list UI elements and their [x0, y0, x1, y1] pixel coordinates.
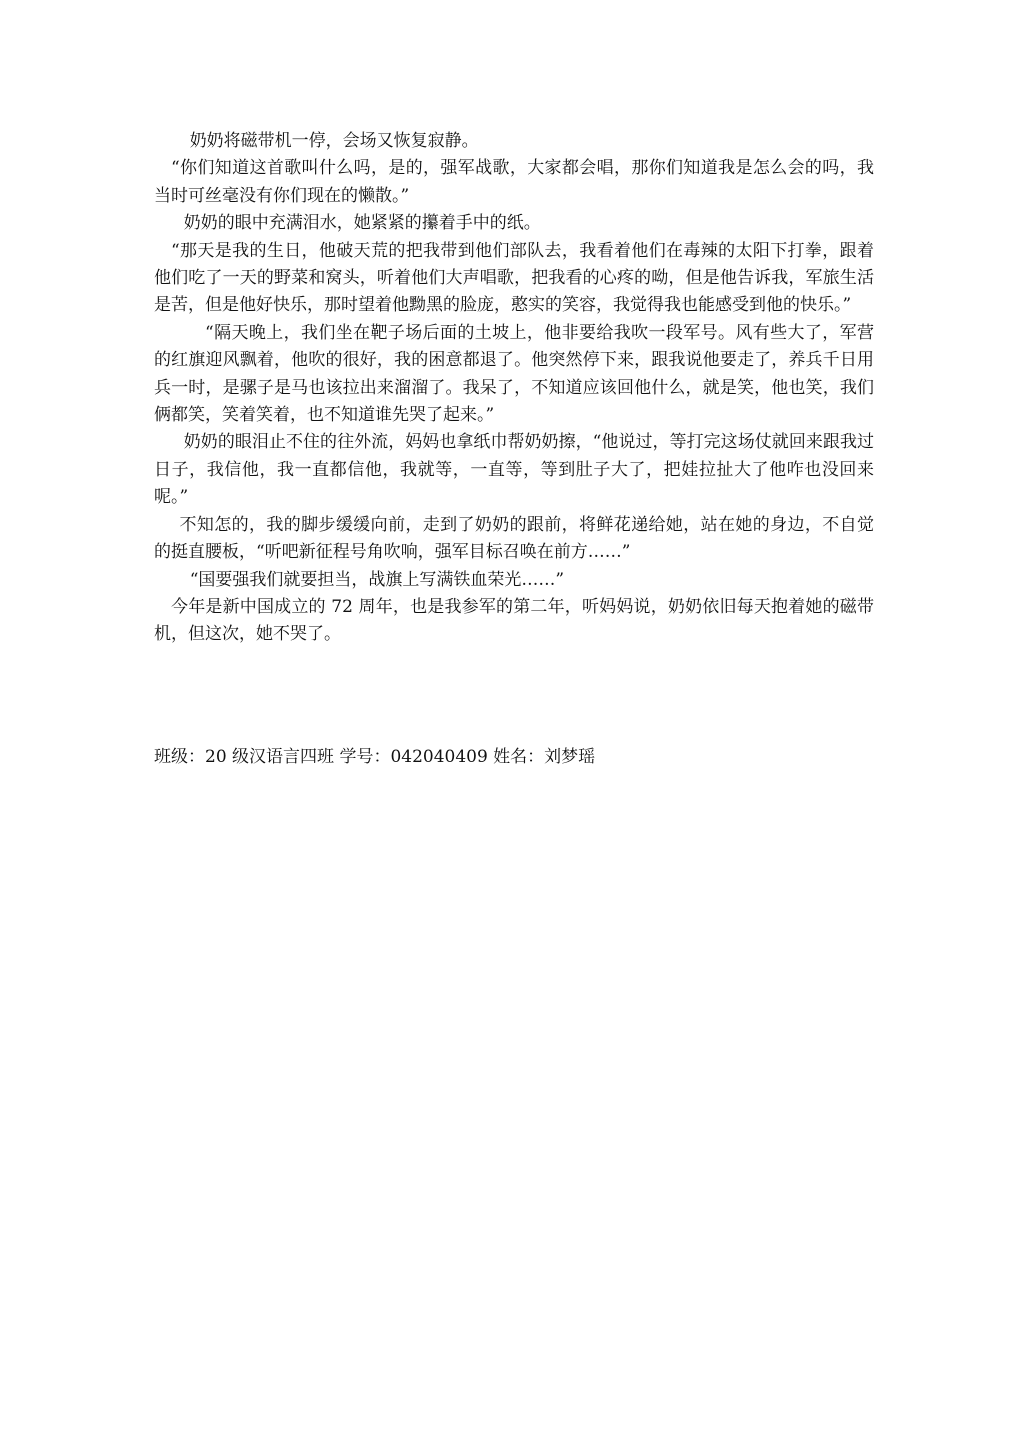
- paragraph-7: 不知怎的，我的脚步缓缓向前，走到了奶奶的跟前，将鲜花递给她，站在她的身边，不自觉的挺直腰板，“听吧新征程号角吹响，强军目标召唤在前方……”: [154, 514, 874, 563]
- essay-body: [154, 128, 874, 649]
- paragraph-3: 奶奶的眼中充满泪水，她紧紧的攥着手中的纸。: [183, 213, 541, 234]
- paragraph-5: “隔天晚上，我们坐在靶子场后面的土坡上，他非要给我吹一段军号。风有些大了，军营的红旗迎风飘着，他吹的很好，我的困意都退了。他突然停下来，跟我说他要走了，养兵千日用兵一时，是骡子是马也该拉出来溜溜了。我呆了，不知道应该回他什么，就是笑，他也笑，我们俩都笑，笑着笑着，也不知道谁先哭了起来。”: [154, 322, 874, 426]
- paragraph-6: 奶奶的眼泪止不住的往外流，妈妈也拿纸巾帮奶奶擦，“他说过，等打完这场仗就回来跟我过日子，我信他，我一直都信他，我就等，一直等，等到肚子大了，把娃拉扯大了他咋也没回来呢。”: [154, 432, 874, 508]
- paragraph-1: 奶奶将磁带机一停，会场又恢复寂静。: [189, 131, 479, 151]
- paragraph-2: “你们知道这首歌叫什么吗，是的，强军战歌，大家都会唱，那你们知道我是怎么会的吗，我当时可丝毫没有你们现在的懒散。”: [154, 158, 874, 206]
- author-info-line: 班级：20 级汉语言四班 学号：042040409 姓名：刘梦瑶: [154, 747, 596, 767]
- paragraph-8: “国要强我们就要担当，战旗上写满铁血荣光……”: [189, 569, 565, 590]
- paragraph-9: 今年是新中国成立的 72 周年，也是我参军的第二年，听妈妈说，奶奶依旧每天抱着她的磁带机，但这次，她不哭了。: [154, 596, 874, 645]
- paragraph-4: “那天是我的生日，他破天荒的把我带到他们部队去，我看着他们在毒辣的太阳下打拳，跟着他们吃了一天的野菜和窝头，听着他们大声唱歌，把我看的心疼的呦，但是他告诉我，军旅生活是苦，但是他好快乐，那时望着他黝黑的脸庞，憨实的笑容，我觉得我也能感受到他的快乐。”: [154, 240, 874, 316]
